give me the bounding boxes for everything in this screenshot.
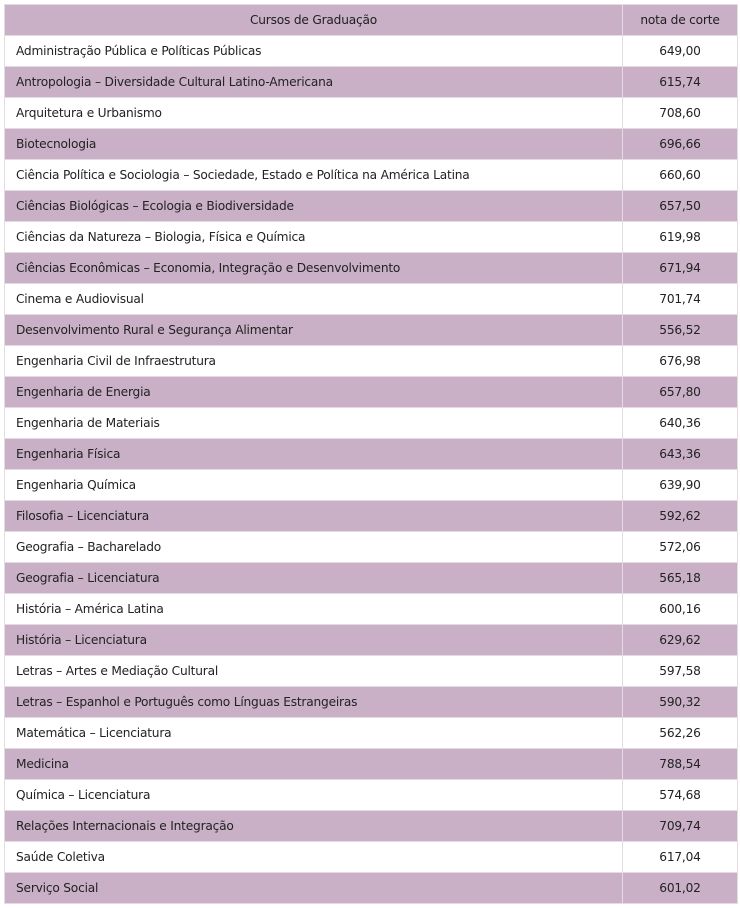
course-name-cell: Engenharia de Energia xyxy=(5,377,623,408)
course-name-cell: Engenharia Física xyxy=(5,439,623,470)
table-body xyxy=(5,36,738,904)
course-name-cell: Serviço Social xyxy=(5,873,623,904)
cutoff-score-cell: 590,32 xyxy=(623,687,738,718)
cutoff-score-cell: 597,58 xyxy=(623,656,738,687)
table-row xyxy=(5,780,738,811)
table-row xyxy=(5,67,738,98)
course-name-cell: Ciências Econômicas – Economia, Integração e Desenvolvimento xyxy=(5,253,623,284)
cutoff-score-cell: 657,50 xyxy=(623,191,738,222)
table-row xyxy=(5,222,738,253)
course-name-cell: Antropologia – Diversidade Cultural Latino-Americana xyxy=(5,67,623,98)
cutoff-score-cell: 572,06 xyxy=(623,532,738,563)
table-row xyxy=(5,687,738,718)
table-row xyxy=(5,129,738,160)
cutoff-score-cell: 701,74 xyxy=(623,284,738,315)
table-row xyxy=(5,718,738,749)
cutoff-score-cell: 600,16 xyxy=(623,594,738,625)
cutoff-score-cell: 660,60 xyxy=(623,160,738,191)
course-name-cell: História – América Latina xyxy=(5,594,623,625)
table-row xyxy=(5,408,738,439)
cutoff-score-cell: 709,74 xyxy=(623,811,738,842)
table-header xyxy=(5,5,738,36)
course-name-cell: Letras – Artes e Mediação Cultural xyxy=(5,656,623,687)
course-name-cell: Ciência Política e Sociologia – Sociedade, Estado e Política na América Latina xyxy=(5,160,623,191)
table-row xyxy=(5,439,738,470)
course-name-cell: Engenharia de Materiais xyxy=(5,408,623,439)
table-row xyxy=(5,253,738,284)
course-name-cell: Engenharia Civil de Infraestrutura xyxy=(5,346,623,377)
table-row xyxy=(5,284,738,315)
course-name-cell: Cinema e Audiovisual xyxy=(5,284,623,315)
cutoff-score-cell: 562,26 xyxy=(623,718,738,749)
cutoff-score-cell: 565,18 xyxy=(623,563,738,594)
cutoff-score-cell: 629,62 xyxy=(623,625,738,656)
course-name-cell: Medicina xyxy=(5,749,623,780)
table-row xyxy=(5,594,738,625)
table-row xyxy=(5,873,738,904)
cutoff-score-cell: 708,60 xyxy=(623,98,738,129)
table-row xyxy=(5,160,738,191)
cutoff-score-cell: 671,94 xyxy=(623,253,738,284)
table-row xyxy=(5,656,738,687)
table-row xyxy=(5,377,738,408)
course-name-cell: Engenharia Química xyxy=(5,470,623,501)
cutoff-score-cell: 574,68 xyxy=(623,780,738,811)
table-row xyxy=(5,36,738,67)
table-row xyxy=(5,191,738,222)
cutoff-scores-table-container xyxy=(4,4,737,904)
cutoff-score-cell: 643,36 xyxy=(623,439,738,470)
course-name-cell: Matemática – Licenciatura xyxy=(5,718,623,749)
table-row xyxy=(5,532,738,563)
cutoff-score-cell: 639,90 xyxy=(623,470,738,501)
course-name-cell: Administração Pública e Políticas Públicas xyxy=(5,36,623,67)
table-row xyxy=(5,811,738,842)
course-name-cell: Letras – Espanhol e Português como Línguas Estrangeiras xyxy=(5,687,623,718)
course-name-cell: Geografia – Bacharelado xyxy=(5,532,623,563)
cutoff-score-cell: 649,00 xyxy=(623,36,738,67)
course-name-cell: Arquitetura e Urbanismo xyxy=(5,98,623,129)
course-name-cell: Desenvolvimento Rural e Segurança Alimentar xyxy=(5,315,623,346)
cutoff-score-cell: 640,36 xyxy=(623,408,738,439)
table-row xyxy=(5,315,738,346)
cutoff-score-cell: 615,74 xyxy=(623,67,738,98)
table-row xyxy=(5,842,738,873)
cutoff-score-cell: 556,52 xyxy=(623,315,738,346)
table-row xyxy=(5,470,738,501)
cutoff-score-cell: 696,66 xyxy=(623,129,738,160)
course-name-cell: Ciências da Natureza – Biologia, Física e Química xyxy=(5,222,623,253)
cutoff-score-cell: 592,62 xyxy=(623,501,738,532)
course-name-cell: História – Licenciatura xyxy=(5,625,623,656)
table-row xyxy=(5,563,738,594)
cutoff-score-cell: 617,04 xyxy=(623,842,738,873)
course-name-cell: Filosofia – Licenciatura xyxy=(5,501,623,532)
table-row xyxy=(5,749,738,780)
course-name-cell: Geografia – Licenciatura xyxy=(5,563,623,594)
course-name-cell: Saúde Coletiva xyxy=(5,842,623,873)
course-name-cell: Biotecnologia xyxy=(5,129,623,160)
table-row xyxy=(5,501,738,532)
header-course: Cursos de Graduação xyxy=(5,5,623,36)
course-name-cell: Química – Licenciatura xyxy=(5,780,623,811)
table-row xyxy=(5,98,738,129)
table-row xyxy=(5,346,738,377)
header-score: nota de corte xyxy=(623,5,738,36)
course-name-cell: Ciências Biológicas – Ecologia e Biodiversidade xyxy=(5,191,623,222)
cutoff-score-cell: 601,02 xyxy=(623,873,738,904)
cutoff-score-cell: 657,80 xyxy=(623,377,738,408)
cutoff-scores-table xyxy=(4,4,738,904)
table-row xyxy=(5,625,738,656)
cutoff-score-cell: 676,98 xyxy=(623,346,738,377)
header-row xyxy=(5,5,738,36)
cutoff-score-cell: 788,54 xyxy=(623,749,738,780)
cutoff-score-cell: 619,98 xyxy=(623,222,738,253)
course-name-cell: Relações Internacionais e Integração xyxy=(5,811,623,842)
